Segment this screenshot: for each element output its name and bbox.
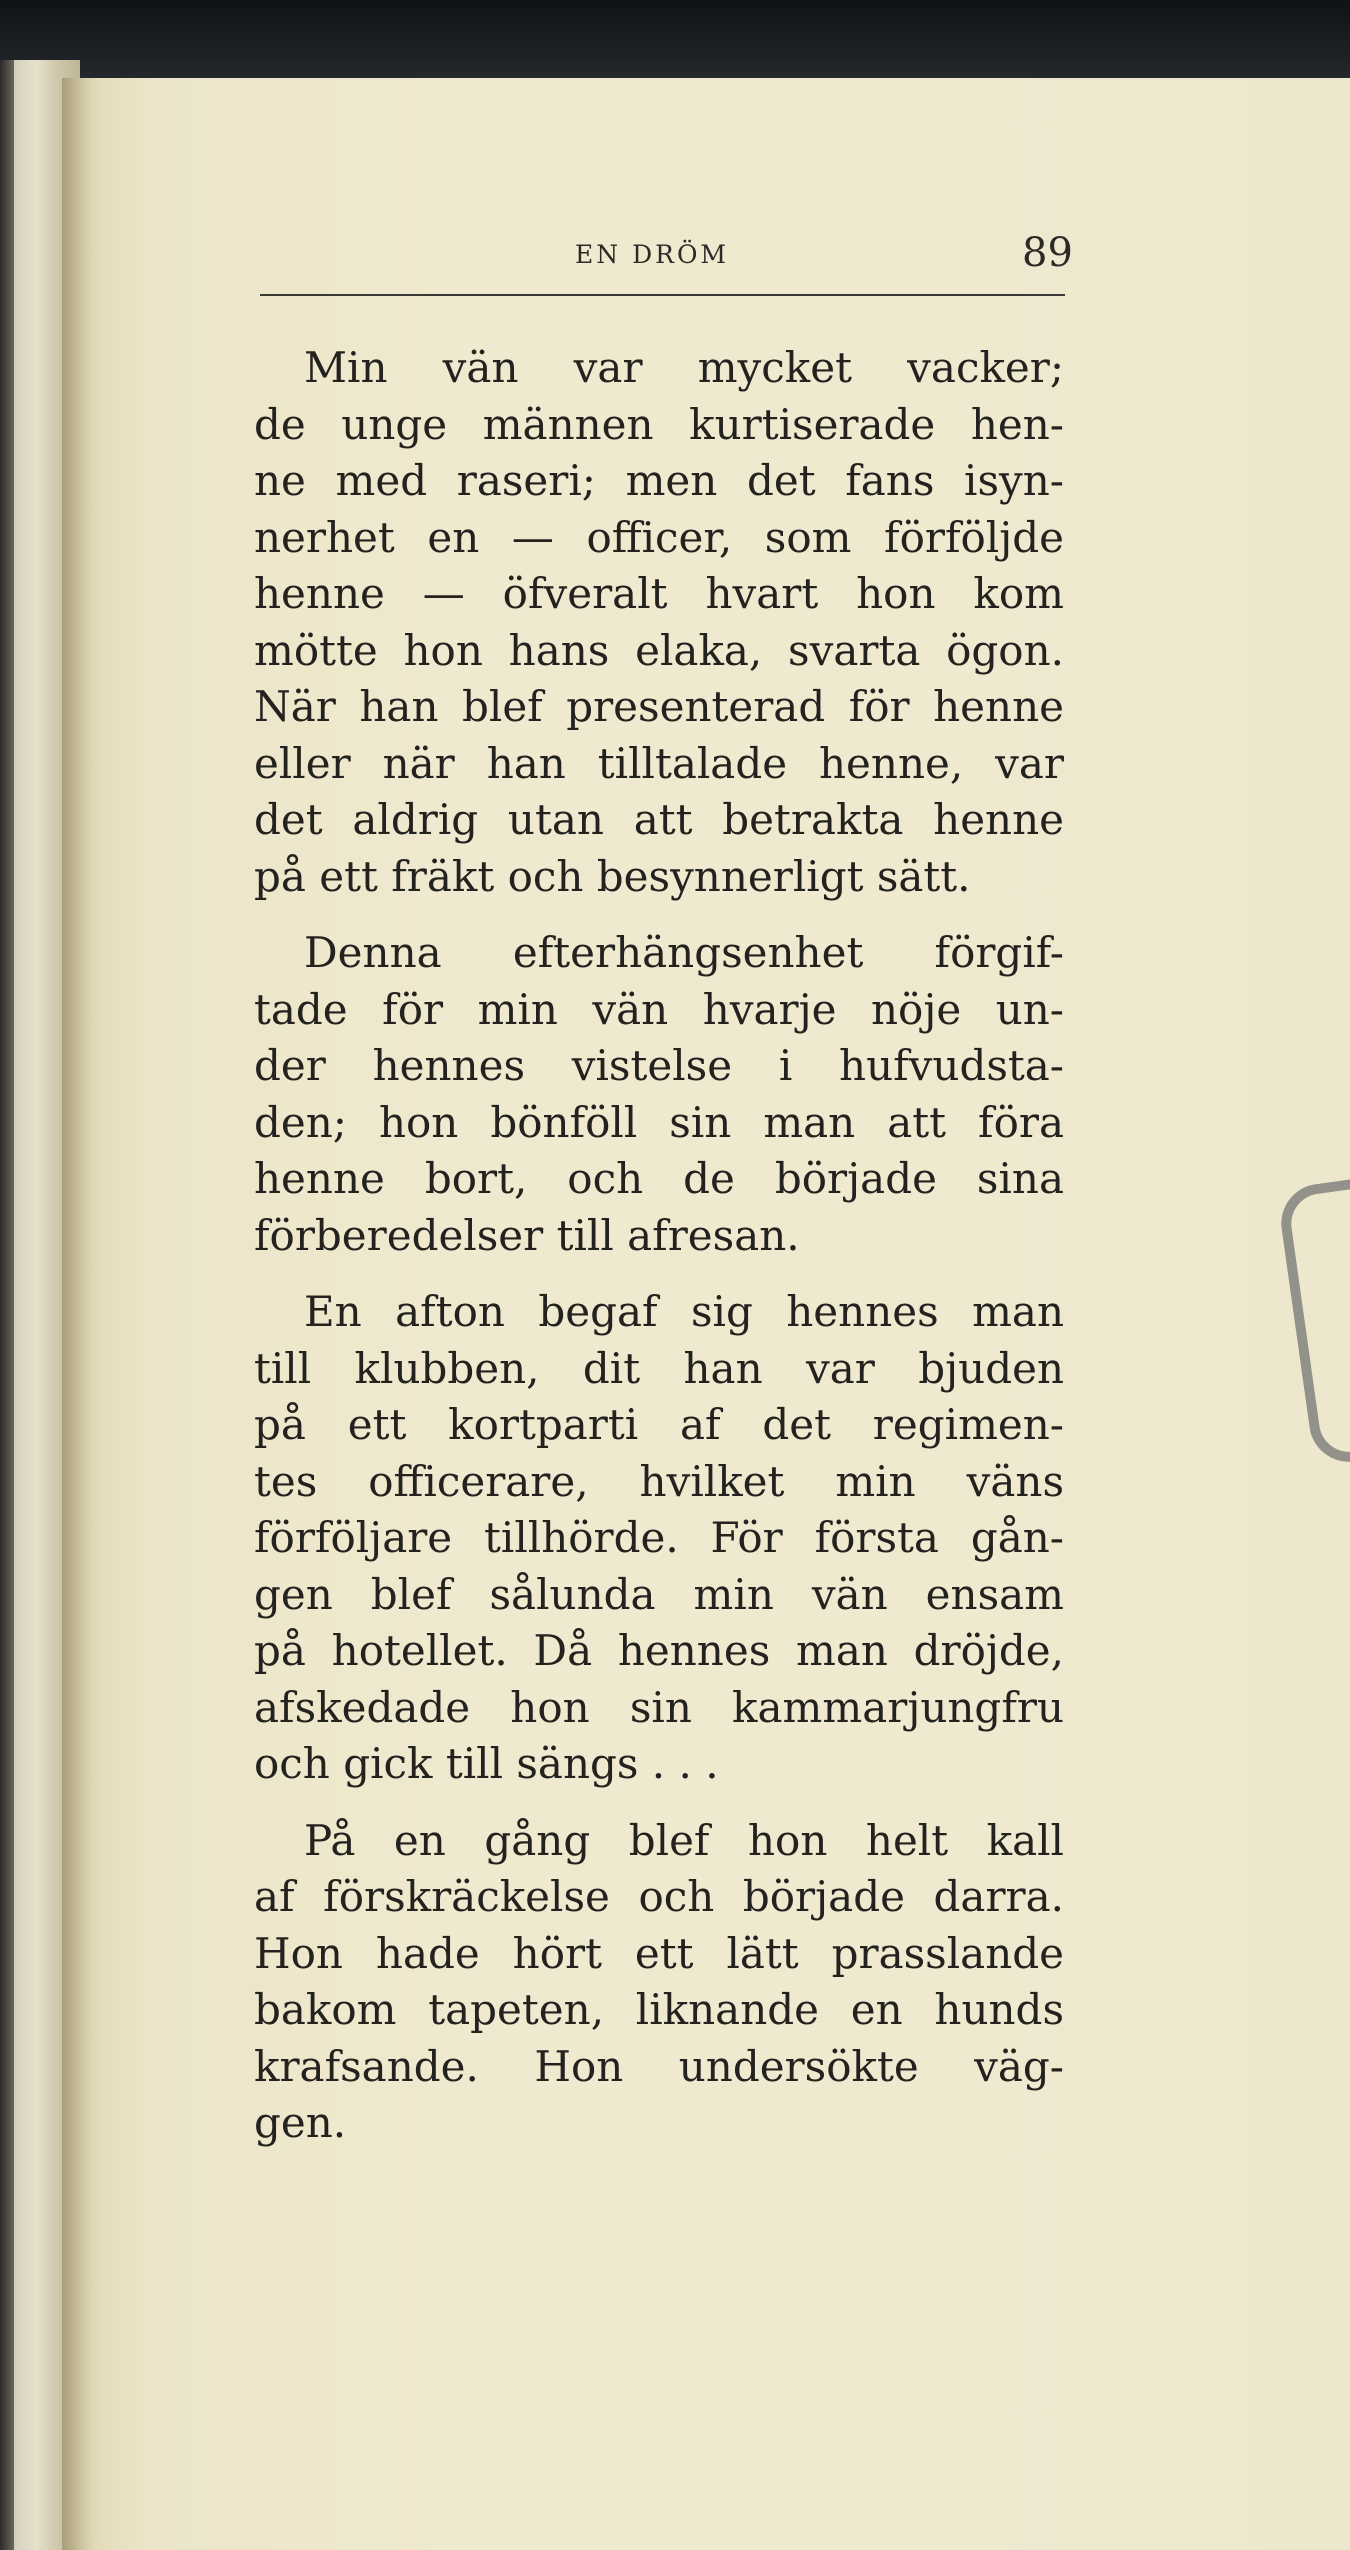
text-line: På en gång blef hon helt kall <box>304 1815 1064 1865</box>
paragraph-3 <box>254 1284 1064 1793</box>
text-line: till klubben, dit han var bjuden <box>254 1343 1064 1393</box>
text-line: eller när han tilltalade henne, var <box>254 738 1064 788</box>
text-line: förberedelser till afresan. <box>254 1210 800 1260</box>
text-line: henne — öfveralt hvart hon kom <box>254 569 1064 618</box>
paragraph-gap <box>254 905 1064 925</box>
paragraph-4 <box>254 1813 1064 2152</box>
book-cover-edge <box>0 60 14 2550</box>
text-line: Hon hade hört ett lätt prasslande <box>254 1928 1064 1978</box>
text-line: När han blef presenterad för henne <box>254 682 1064 731</box>
running-head: EN DRÖM <box>575 240 730 269</box>
text-line: nerhet en — officer, som förföljde <box>254 512 1064 562</box>
text-line: det aldrig utan att betrakta henne <box>254 795 1064 844</box>
text-line: på ett kortparti af det regimen- <box>254 1400 1064 1449</box>
paragraph-gap <box>254 1264 1064 1284</box>
text-line: tade för min vän hvarje nöje un- <box>254 984 1064 1034</box>
text-line: och gick till sängs . . . <box>254 1739 719 1788</box>
text-line: ne med raseri; men det fans isyn- <box>254 456 1064 505</box>
text-line: gen blef sålunda min vän ensam <box>254 1569 1064 1619</box>
text-line: Denna efterhängsenhet förgif- <box>304 928 1064 977</box>
text-line: Min vän var mycket vacker; <box>304 343 1064 392</box>
text-line: der hennes vistelse i hufvudsta- <box>254 1041 1064 1090</box>
text-line: förföljare tillhörde. För första gån- <box>254 1513 1064 1562</box>
text-line: henne bort, och de började sina <box>254 1154 1064 1203</box>
text-line: mötte hon hans elaka, svarta ögon. <box>254 625 1064 675</box>
header-rule <box>260 294 1065 296</box>
page-number: 89 <box>1022 230 1073 276</box>
paragraph-gap <box>254 1793 1064 1813</box>
text-line: på hotellet. Då hennes man dröjde, <box>254 1626 1064 1675</box>
text-line: krafsande. Hon undersökte väg- <box>254 2041 1064 2091</box>
paragraph-2 <box>254 925 1064 1264</box>
text-line: tes officerare, hvilket min väns <box>254 1456 1064 1506</box>
paragraph-1 <box>254 340 1064 905</box>
text-line: af förskräckelse och började darra. <box>254 1872 1064 1921</box>
text-line: En afton begaf sig hennes man <box>304 1287 1064 1336</box>
text-line: gen. <box>254 2098 347 2147</box>
body-text <box>254 340 1064 2152</box>
text-line: bakom tapeten, liknande en hunds <box>254 1985 1064 2034</box>
page-gutter-shadow <box>62 78 92 2550</box>
text-line: på ett fräkt och besynnerligt sätt. <box>254 851 971 901</box>
text-line: den; hon bönföll sin man att föra <box>254 1097 1064 1147</box>
text-line: de unge männen kurtiserade hen- <box>254 399 1064 449</box>
text-line: afskedade hon sin kammarjungfru <box>254 1682 1064 1732</box>
